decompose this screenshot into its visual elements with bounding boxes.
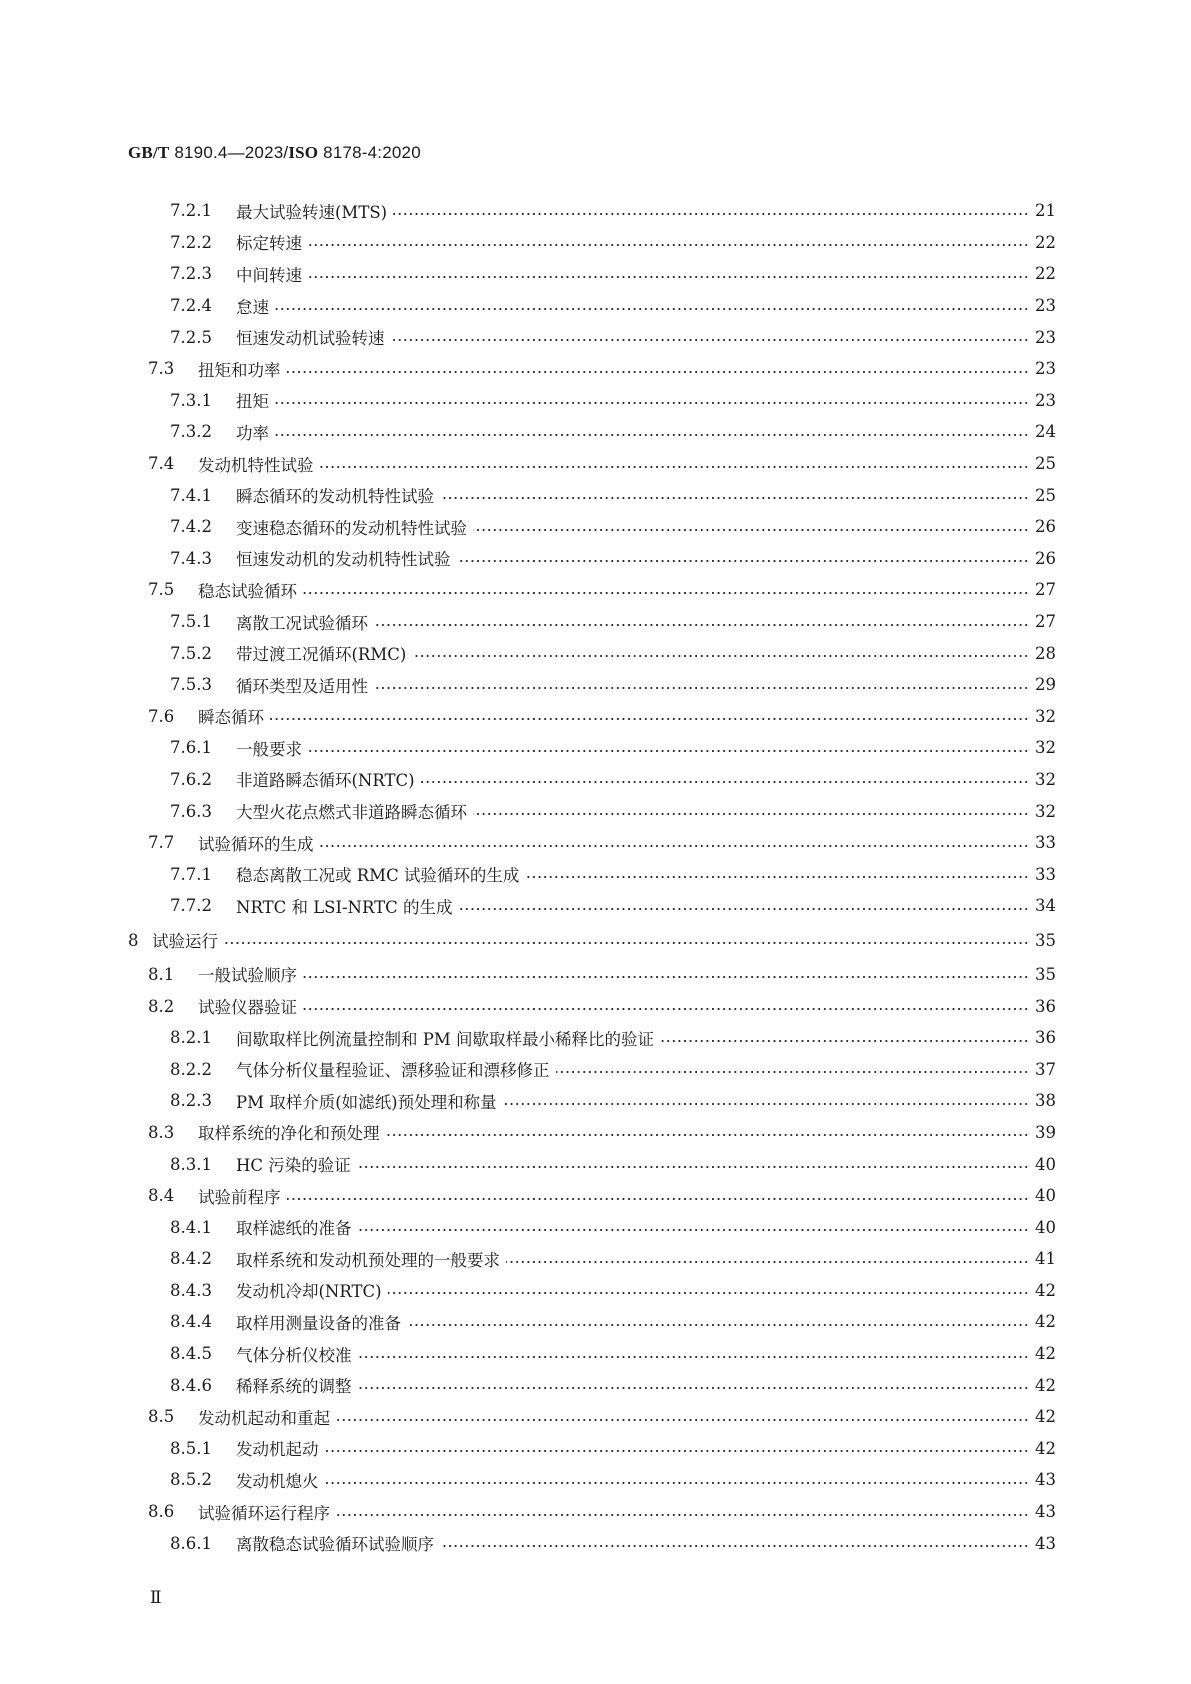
toc-entry[interactable] [0, 1527, 1191, 1559]
toc-entry-title: 取样用测量设备的准备 [236, 1313, 401, 1333]
toc-entry-page: 36 [1035, 1028, 1056, 1048]
dot-leader [386, 1133, 1029, 1137]
dot-leader [303, 591, 1029, 595]
page-number-footer: Ⅱ [150, 1588, 162, 1608]
toc-entry-page: 22 [1035, 264, 1056, 284]
dot-leader [325, 1481, 1029, 1485]
toc-entry-title: 一般试验顺序 [198, 966, 297, 986]
dot-leader [503, 1102, 1029, 1106]
dot-leader [391, 338, 1029, 342]
toc-entry[interactable] [0, 922, 1191, 959]
toc-entry-number: 7.4.2 [170, 517, 212, 537]
toc-entry[interactable] [0, 448, 1191, 480]
toc-entry-page: 26 [1035, 517, 1056, 537]
dot-leader [336, 1513, 1029, 1517]
toc-entry-number: 7.5.1 [170, 612, 212, 632]
toc-entry[interactable] [0, 1433, 1191, 1465]
dot-leader [412, 654, 1029, 658]
toc-entry-page: 40 [1035, 1154, 1056, 1174]
table-of-contents [0, 195, 1191, 1559]
toc-entry-title: 气体分析仪校准 [236, 1345, 352, 1365]
dot-leader [556, 1070, 1029, 1074]
toc-entry[interactable] [0, 195, 1191, 227]
toc-entry-page: 28 [1035, 643, 1056, 663]
toc-entry-title: 离散稳态试验循环试验顺序 [236, 1535, 434, 1555]
toc-entry[interactable] [0, 1306, 1191, 1338]
toc-entry-page: 34 [1035, 896, 1056, 916]
toc-entry-number: 8.2.3 [170, 1091, 212, 1111]
toc-entry[interactable] [0, 1275, 1191, 1307]
toc-entry[interactable] [0, 290, 1191, 322]
toc-entry-page: 42 [1035, 1438, 1056, 1458]
dot-leader [457, 559, 1029, 563]
toc-entry-title: 恒速发动机试验转速 [236, 329, 385, 349]
toc-entry-page: 42 [1035, 1407, 1056, 1427]
toc-entry[interactable] [0, 416, 1191, 448]
toc-entry-title: 瞬态循环的发动机特性试验 [236, 487, 434, 507]
toc-entry-number: 8.5 [148, 1407, 175, 1427]
dot-leader [308, 275, 1029, 279]
toc-entry-number: 8.4.1 [170, 1217, 212, 1237]
dot-leader [287, 1197, 1029, 1201]
toc-entry-title: 功率 [236, 423, 269, 443]
toc-entry-page: 29 [1035, 675, 1056, 695]
dot-leader [320, 844, 1029, 848]
toc-entry[interactable] [0, 669, 1191, 701]
toc-entry-title: 恒速发动机的发动机特性试验 [236, 550, 451, 570]
toc-entry-page: 43 [1035, 1502, 1056, 1522]
toc-entry-number: 7.2.3 [170, 264, 212, 284]
toc-entry[interactable] [0, 827, 1191, 859]
toc-entry-number: 7.2.4 [170, 296, 212, 316]
toc-entry[interactable] [0, 511, 1191, 543]
toc-entry[interactable] [0, 1243, 1191, 1275]
toc-entry[interactable] [0, 1022, 1191, 1054]
toc-entry-page: 23 [1035, 390, 1056, 410]
toc-entry-title: 发动机起动和重起 [198, 1408, 330, 1428]
toc-entry-number: 7.7.2 [170, 896, 212, 916]
toc-entry[interactable] [0, 890, 1191, 922]
toc-entry-title: 最大试验转速(MTS) [236, 202, 388, 222]
dot-leader [407, 1323, 1029, 1327]
toc-entry-page: 27 [1035, 612, 1056, 632]
toc-entry-title: 离散工况试验循环 [236, 613, 368, 633]
toc-entry-page: 42 [1035, 1344, 1056, 1364]
dot-leader [287, 370, 1029, 374]
toc-entry-number: 7.2.1 [170, 201, 212, 221]
toc-entry[interactable] [0, 227, 1191, 259]
toc-entry-number: 7.6 [148, 706, 175, 726]
toc-entry[interactable] [0, 353, 1191, 385]
toc-entry[interactable] [0, 258, 1191, 290]
toc-entry-title: 稳态离散工况或 RMC 试验循环的生成 [236, 866, 520, 886]
toc-entry-number: 7.6.3 [170, 801, 212, 821]
toc-entry-page: 32 [1035, 706, 1056, 726]
toc-entry-title: 变速稳态循环的发动机特性试验 [236, 518, 467, 538]
toc-entry-title: NRTC 和 LSI-NRTC 的生成 [236, 897, 453, 917]
toc-entry-number: 7.6.2 [170, 769, 212, 789]
toc-entry-number: 8.6 [148, 1502, 175, 1522]
toc-entry[interactable] [0, 1211, 1191, 1243]
toc-entry-title: 一般要求 [236, 739, 302, 759]
toc-entry[interactable] [0, 701, 1191, 733]
dot-leader [358, 1228, 1029, 1232]
toc-entry[interactable] [0, 385, 1191, 417]
dot-leader [358, 1386, 1029, 1390]
toc-entry-title: 中间转速 [236, 265, 302, 285]
toc-entry-page: 24 [1035, 422, 1056, 442]
toc-entry-number: 7.3.1 [170, 390, 212, 410]
toc-entry-page: 39 [1035, 1122, 1056, 1142]
dot-leader [660, 1039, 1029, 1043]
toc-entry[interactable] [0, 959, 1191, 991]
dot-leader [308, 243, 1029, 247]
toc-entry[interactable] [0, 1496, 1191, 1528]
toc-entry-page: 23 [1035, 327, 1056, 347]
toc-entry-number: 7.5.3 [170, 675, 212, 695]
toc-entry[interactable] [0, 543, 1191, 575]
dot-leader [374, 623, 1029, 627]
document-header [128, 143, 421, 163]
toc-entry-title: 大型火花点燃式非道路瞬态循环 [236, 803, 467, 823]
toc-entry-page: 37 [1035, 1059, 1056, 1079]
toc-entry-page: 36 [1035, 996, 1056, 1016]
toc-entry[interactable] [0, 321, 1191, 353]
toc-entry-page: 25 [1035, 454, 1056, 474]
toc-entry-number: 7.4.1 [170, 485, 212, 505]
toc-entry-title: PM 取样介质(如滤纸)预处理和称量 [236, 1092, 497, 1112]
toc-entry-title: 循环类型及适用性 [236, 676, 368, 696]
toc-entry[interactable] [0, 1117, 1191, 1149]
dot-leader [459, 907, 1029, 911]
toc-entry-title: 取样滤纸的准备 [236, 1219, 352, 1239]
toc-entry-page: 42 [1035, 1375, 1056, 1395]
toc-entry[interactable] [0, 479, 1191, 511]
toc-entry-title: 稳态试验循环 [198, 581, 297, 601]
dot-leader [358, 1355, 1029, 1359]
toc-entry-page: 41 [1035, 1249, 1056, 1269]
toc-entry-number: 7.6.1 [170, 738, 212, 758]
toc-entry-title: 试验循环的生成 [198, 834, 314, 854]
toc-entry[interactable] [0, 1053, 1191, 1085]
dot-leader [303, 975, 1029, 979]
toc-entry[interactable] [0, 990, 1191, 1022]
standard-prefix: GB/T [128, 143, 170, 162]
toc-entry-page: 21 [1035, 201, 1056, 221]
toc-entry[interactable] [0, 1148, 1191, 1180]
toc-entry-number: 7.5.2 [170, 643, 212, 663]
toc-entry-page: 35 [1035, 964, 1056, 984]
dot-leader [224, 941, 1029, 945]
standard-number: 8190.4—2023/ [174, 143, 289, 162]
toc-entry-title: 非道路瞬态循环(NRTC) [236, 771, 415, 791]
toc-entry-number: 8.2.2 [170, 1059, 212, 1079]
toc-entry[interactable] [0, 732, 1191, 764]
toc-entry-number: 8.4.3 [170, 1280, 212, 1300]
toc-entry-number: 8.3.1 [170, 1154, 212, 1174]
toc-entry[interactable] [0, 1369, 1191, 1401]
dot-leader [473, 528, 1029, 532]
dot-leader [336, 1418, 1029, 1422]
toc-entry-number: 7.7.1 [170, 864, 212, 884]
toc-entry-title: 试验前程序 [198, 1187, 281, 1207]
toc-entry-title: 扭矩和功率 [198, 360, 281, 380]
toc-entry-title: 发动机熄火 [236, 1471, 319, 1491]
toc-entry-title: 试验运行 [152, 932, 218, 952]
toc-entry-title: 试验仪器验证 [198, 998, 297, 1018]
toc-entry-page: 32 [1035, 801, 1056, 821]
dot-leader [357, 1165, 1029, 1169]
dot-leader [525, 875, 1029, 879]
dot-leader [473, 812, 1029, 816]
toc-entry-title: 取样系统和发动机预处理的一般要求 [236, 1250, 500, 1270]
toc-entry-page: 33 [1035, 833, 1056, 853]
toc-entry-title: 稀释系统的调整 [236, 1377, 352, 1397]
dot-leader [388, 1291, 1029, 1295]
dot-leader [393, 212, 1029, 216]
dot-leader [506, 1260, 1029, 1264]
toc-entry[interactable] [0, 637, 1191, 669]
toc-entry[interactable] [0, 1464, 1191, 1496]
toc-entry-title: 取样系统的净化和预处理 [198, 1124, 380, 1144]
toc-entry-page: 32 [1035, 769, 1056, 789]
toc-entry-page: 40 [1035, 1217, 1056, 1237]
iso-prefix: ISO [288, 143, 319, 162]
toc-entry-title: 瞬态循环 [198, 708, 264, 728]
toc-entry-page: 38 [1035, 1091, 1056, 1111]
dot-leader [275, 307, 1029, 311]
toc-entry-title: 试验循环运行程序 [198, 1503, 330, 1523]
toc-entry-title: 怠速 [236, 297, 269, 317]
dot-leader [270, 717, 1029, 721]
toc-entry[interactable] [0, 795, 1191, 827]
dot-leader [320, 465, 1029, 469]
toc-entry-page: 23 [1035, 359, 1056, 379]
toc-entry-title: 标定转速 [236, 234, 302, 254]
dot-leader [421, 780, 1029, 784]
toc-entry-title: HC 污染的验证 [236, 1156, 351, 1176]
toc-entry-page: 32 [1035, 738, 1056, 758]
toc-entry[interactable] [0, 858, 1191, 890]
toc-entry-number: 7.3 [148, 359, 175, 379]
toc-entry-number: 8.4.4 [170, 1312, 212, 1332]
toc-entry-number: 8.6.1 [170, 1533, 212, 1553]
toc-entry-page: 43 [1035, 1533, 1056, 1553]
toc-entry-number: 8.4.5 [170, 1344, 212, 1364]
toc-entry-number: 7.5 [148, 580, 175, 600]
toc-entry-number: 7.4 [148, 454, 175, 474]
dot-leader [308, 749, 1029, 753]
toc-entry-number: 8.4.2 [170, 1249, 212, 1269]
dot-leader [275, 433, 1029, 437]
toc-entry-number: 8.4.6 [170, 1375, 212, 1395]
dot-leader [374, 686, 1029, 690]
toc-entry-page: 23 [1035, 296, 1056, 316]
toc-entry-title: 间歇取样比例流量控制和 PM 间歇取样最小稀释比的验证 [236, 1029, 654, 1049]
toc-entry-number: 8.2.1 [170, 1028, 212, 1048]
dot-leader [440, 1544, 1029, 1548]
toc-entry-number: 8.4 [148, 1186, 175, 1206]
toc-entry-number: 7.7 [148, 833, 175, 853]
toc-entry-number: 8.5.2 [170, 1470, 212, 1490]
toc-entry-number: 7.4.3 [170, 548, 212, 568]
toc-entry-number: 8.2 [148, 996, 175, 1016]
dot-leader [325, 1449, 1029, 1453]
dot-leader [440, 496, 1029, 500]
toc-entry-page: 42 [1035, 1280, 1056, 1300]
toc-entry-page: 26 [1035, 548, 1056, 568]
toc-entry-title: 气体分析仪量程验证、漂移验证和漂移修正 [236, 1061, 550, 1081]
toc-entry-number: 7.3.2 [170, 422, 212, 442]
toc-entry[interactable] [0, 1338, 1191, 1370]
toc-entry-title: 发动机冷却(NRTC) [236, 1282, 382, 1302]
toc-entry-page: 42 [1035, 1312, 1056, 1332]
toc-entry-number: 8.1 [148, 964, 175, 984]
dot-leader [303, 1007, 1029, 1011]
iso-number: 8178-4:2020 [323, 143, 421, 162]
toc-entry[interactable] [0, 606, 1191, 638]
toc-entry[interactable] [0, 764, 1191, 796]
toc-entry-page: 33 [1035, 864, 1056, 884]
toc-entry-title: 带过渡工况循环(RMC) [236, 645, 407, 665]
toc-entry-number: 8 [128, 930, 139, 950]
toc-entry[interactable] [0, 1180, 1191, 1212]
toc-entry-page: 40 [1035, 1186, 1056, 1206]
toc-entry[interactable] [0, 1401, 1191, 1433]
toc-entry-number: 8.5.1 [170, 1438, 212, 1458]
toc-entry-title: 发动机特性试验 [198, 455, 314, 475]
toc-entry-page: 35 [1035, 930, 1056, 950]
toc-entry-title: 发动机起动 [236, 1440, 319, 1460]
toc-entry-page: 43 [1035, 1470, 1056, 1490]
toc-entry-number: 7.2.2 [170, 232, 212, 252]
toc-entry-page: 27 [1035, 580, 1056, 600]
toc-entry-number: 7.2.5 [170, 327, 212, 347]
toc-entry-page: 25 [1035, 485, 1056, 505]
dot-leader [275, 401, 1029, 405]
toc-entry-page: 22 [1035, 232, 1056, 252]
toc-entry[interactable] [0, 1085, 1191, 1117]
toc-entry-title: 扭矩 [236, 392, 269, 412]
toc-entry[interactable] [0, 574, 1191, 606]
toc-entry-number: 8.3 [148, 1122, 175, 1142]
